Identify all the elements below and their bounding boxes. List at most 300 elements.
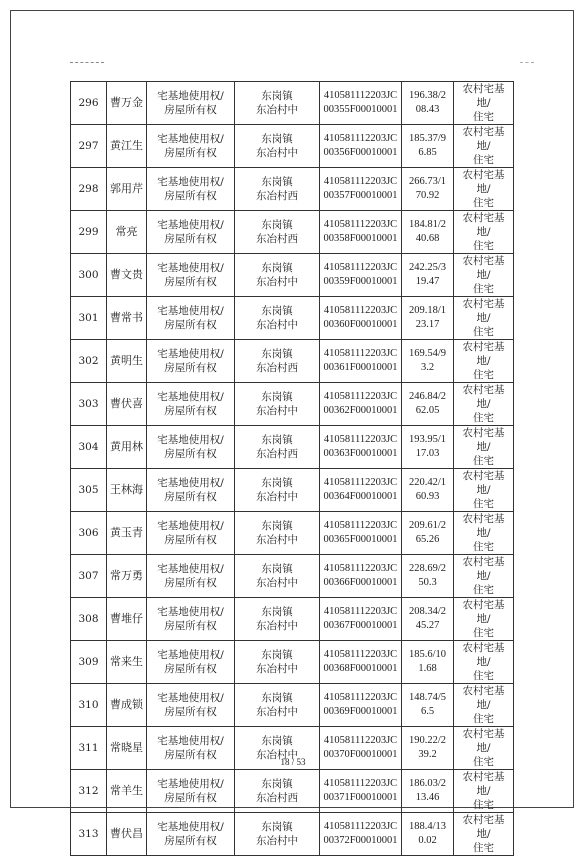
right-type-cell (147, 555, 235, 598)
land-use-cell (454, 340, 514, 383)
land-use-text: 农村宅基地/ (462, 771, 505, 797)
table-row (71, 297, 514, 340)
location-cell (235, 813, 320, 856)
area-text: 209.18/1 (408, 305, 447, 316)
area-text: 193.95/1 (408, 434, 447, 445)
area-text: 6.5 (420, 706, 435, 717)
parcel-code-cell (320, 254, 402, 297)
land-use-cell (454, 598, 514, 641)
row-number-cell (71, 82, 107, 125)
location-text: 东冶村中 (256, 104, 298, 116)
right-type-text: 宅基地使用权/ (157, 649, 224, 661)
land-use-text: 住宅 (473, 670, 494, 682)
parcel-code-cell (320, 340, 402, 383)
area-cell (402, 684, 454, 727)
row-number-cell (71, 340, 107, 383)
right-type-cell (147, 82, 235, 125)
location-text: 东冶村中 (256, 319, 298, 331)
location-text: 东岗镇 (261, 606, 293, 618)
parcel-code-text: 00368F00010001 (323, 663, 398, 674)
land-use-cell (454, 168, 514, 211)
row-number-text: 305 (78, 484, 99, 496)
location-text: 东冶村中 (256, 749, 298, 761)
right-type-cell (147, 512, 235, 555)
right-type-cell (147, 297, 235, 340)
owner-name-text: 黄用林 (110, 440, 143, 453)
owner-name-cell (107, 555, 147, 598)
table-row (71, 555, 514, 598)
owner-name-text: 常晓星 (110, 741, 143, 754)
land-use-text: 住宅 (473, 111, 494, 123)
land-use-text: 农村宅基地/ (462, 728, 505, 754)
area-text: 62.05 (415, 405, 440, 416)
right-type-text: 宅基地使用权/ (157, 563, 224, 575)
location-text: 东冶村中 (256, 835, 298, 847)
location-cell (235, 641, 320, 684)
right-type-cell (147, 598, 235, 641)
location-cell (235, 82, 320, 125)
row-number-text: 313 (78, 828, 99, 840)
owner-name-text: 曹成锁 (110, 698, 143, 711)
right-type-text: 房屋所有权 (164, 577, 217, 589)
location-text: 东岗镇 (261, 735, 293, 747)
land-use-text: 农村宅基地/ (462, 341, 505, 367)
parcel-code-text: 410581112203JC (323, 778, 398, 789)
parcel-code-text: 00361F00010001 (323, 362, 398, 373)
location-cell (235, 555, 320, 598)
land-use-cell (454, 469, 514, 512)
location-text: 东冶村西 (256, 448, 298, 460)
row-number-text: 301 (78, 312, 99, 324)
table-body (71, 82, 514, 856)
land-use-cell (454, 125, 514, 168)
location-text: 东冶村西 (256, 190, 298, 202)
location-cell (235, 168, 320, 211)
area-text: 50.3 (418, 577, 437, 588)
area-text: 1.68 (418, 663, 437, 674)
owner-name-cell (107, 426, 147, 469)
area-cell (402, 82, 454, 125)
location-text: 东岗镇 (261, 219, 293, 231)
row-number-text: 309 (78, 656, 99, 668)
location-text: 东岗镇 (261, 391, 293, 403)
land-use-text: 农村宅基地/ (462, 685, 505, 711)
row-number-cell (71, 383, 107, 426)
parcel-code-text: 410581112203JC (323, 477, 398, 488)
owner-name-cell (107, 770, 147, 813)
area-text: 23.17 (415, 319, 440, 330)
parcel-code-text: 00372F00010001 (323, 835, 398, 846)
area-cell (402, 555, 454, 598)
right-type-text: 宅基地使用权/ (157, 477, 224, 489)
row-number-text: 311 (78, 742, 99, 754)
parcel-code-cell (320, 684, 402, 727)
location-text: 东冶村中 (256, 534, 298, 546)
table-row (71, 770, 514, 813)
land-use-text: 农村宅基地/ (462, 83, 505, 109)
land-use-text: 住宅 (473, 627, 494, 639)
right-type-text: 房屋所有权 (164, 706, 217, 718)
right-type-text: 宅基地使用权/ (157, 778, 224, 790)
row-number-cell (71, 125, 107, 168)
right-type-text: 房屋所有权 (164, 233, 217, 245)
parcel-code-text: 00358F00010001 (323, 233, 398, 244)
row-number-cell (71, 641, 107, 684)
parcel-code-text: 410581112203JC (323, 219, 398, 230)
table-row (71, 254, 514, 297)
right-type-cell (147, 426, 235, 469)
area-cell (402, 512, 454, 555)
row-number-cell (71, 555, 107, 598)
parcel-code-text: 410581112203JC (323, 176, 398, 187)
right-type-text: 宅基地使用权/ (157, 735, 224, 747)
right-type-cell (147, 813, 235, 856)
owner-name-cell (107, 813, 147, 856)
parcel-code-text: 410581112203JC (323, 391, 398, 402)
parcel-code-text: 00371F00010001 (323, 792, 398, 803)
parcel-code-text: 00357F00010001 (323, 190, 398, 201)
land-use-text: 农村宅基地/ (462, 255, 505, 281)
land-use-text: 住宅 (473, 326, 494, 338)
land-use-text: 农村宅基地/ (462, 642, 505, 668)
row-number-text: 312 (78, 785, 99, 797)
row-number-cell (71, 211, 107, 254)
row-number-cell (71, 469, 107, 512)
owner-name-text: 黄玉青 (110, 526, 143, 539)
owner-name-cell (107, 469, 147, 512)
table-row (71, 512, 514, 555)
land-use-cell (454, 684, 514, 727)
location-cell (235, 211, 320, 254)
land-use-text: 住宅 (473, 283, 494, 295)
location-text: 东冶村中 (256, 663, 298, 675)
location-text: 东岗镇 (261, 133, 293, 145)
parcel-code-cell (320, 598, 402, 641)
land-use-cell (454, 254, 514, 297)
right-type-text: 房屋所有权 (164, 792, 217, 804)
location-cell (235, 426, 320, 469)
scan-artifact (520, 62, 534, 65)
owner-name-cell (107, 125, 147, 168)
land-use-text: 住宅 (473, 842, 494, 854)
page-number: 18 / 53 (280, 757, 306, 767)
owner-name-text: 王林海 (110, 483, 143, 496)
right-type-text: 房屋所有权 (164, 448, 217, 460)
table-row (71, 211, 514, 254)
parcel-code-text: 410581112203JC (323, 606, 398, 617)
right-type-cell (147, 684, 235, 727)
right-type-text: 宅基地使用权/ (157, 90, 224, 102)
parcel-code-cell (320, 555, 402, 598)
parcel-code-cell (320, 641, 402, 684)
location-text: 东岗镇 (261, 434, 293, 446)
location-text: 东冶村中 (256, 706, 298, 718)
right-type-text: 房屋所有权 (164, 663, 217, 675)
parcel-code-text: 410581112203JC (323, 434, 398, 445)
area-text: 196.38/2 (408, 90, 447, 101)
area-text: 148.74/5 (408, 692, 447, 703)
area-cell (402, 813, 454, 856)
land-use-text: 住宅 (473, 498, 494, 510)
land-use-cell (454, 297, 514, 340)
row-number-text: 308 (78, 613, 99, 625)
land-use-cell (454, 426, 514, 469)
owner-name-cell (107, 297, 147, 340)
land-use-cell (454, 82, 514, 125)
parcel-code-text: 410581112203JC (323, 348, 398, 359)
location-text: 东冶村中 (256, 405, 298, 417)
land-use-text: 住宅 (473, 713, 494, 725)
owner-name-cell (107, 512, 147, 555)
area-text: 220.42/1 (408, 477, 447, 488)
row-number-cell (71, 254, 107, 297)
right-type-text: 房屋所有权 (164, 319, 217, 331)
right-type-text: 宅基地使用权/ (157, 348, 224, 360)
location-cell (235, 340, 320, 383)
row-number-text: 306 (78, 527, 99, 539)
area-cell (402, 297, 454, 340)
land-use-text: 住宅 (473, 455, 494, 467)
area-text: 6.85 (418, 147, 437, 158)
table-row (71, 598, 514, 641)
table-row (71, 426, 514, 469)
right-type-text: 房屋所有权 (164, 491, 217, 503)
parcel-code-text: 410581112203JC (323, 735, 398, 746)
land-use-cell (454, 512, 514, 555)
right-type-text: 宅基地使用权/ (157, 606, 224, 618)
row-number-text: 304 (78, 441, 99, 453)
area-cell (402, 383, 454, 426)
parcel-code-cell (320, 168, 402, 211)
parcel-code-text: 410581112203JC (323, 305, 398, 316)
parcel-code-cell (320, 469, 402, 512)
parcel-code-text: 00359F00010001 (323, 276, 398, 287)
area-text: 185.6/10 (408, 649, 447, 660)
land-use-cell (454, 211, 514, 254)
parcel-code-text: 410581112203JC (323, 692, 398, 703)
land-use-text: 农村宅基地/ (462, 556, 505, 582)
table-row (71, 383, 514, 426)
owner-name-text: 黄明生 (110, 354, 143, 367)
location-cell (235, 598, 320, 641)
right-type-cell (147, 770, 235, 813)
area-text: 242.25/3 (408, 262, 447, 273)
parcel-code-cell (320, 297, 402, 340)
row-number-text: 307 (78, 570, 99, 582)
land-use-text: 农村宅基地/ (462, 599, 505, 625)
right-type-cell (147, 641, 235, 684)
land-use-text: 农村宅基地/ (462, 814, 505, 840)
right-type-text: 宅基地使用权/ (157, 262, 224, 274)
right-type-text: 房屋所有权 (164, 405, 217, 417)
parcel-code-text: 00363F00010001 (323, 448, 398, 459)
right-type-text: 房屋所有权 (164, 534, 217, 546)
row-number-text: 302 (78, 355, 99, 367)
row-number-cell (71, 684, 107, 727)
right-type-text: 宅基地使用权/ (157, 133, 224, 145)
location-text: 东冶村中 (256, 147, 298, 159)
owner-name-cell (107, 641, 147, 684)
area-text: 17.03 (415, 448, 440, 459)
parcel-code-cell (320, 426, 402, 469)
parcel-code-text: 410581112203JC (323, 821, 398, 832)
owner-name-text: 常羊生 (110, 784, 143, 797)
owner-name-text: 曹万金 (110, 96, 143, 109)
right-type-text: 宅基地使用权/ (157, 821, 224, 833)
land-use-text: 住宅 (473, 197, 494, 209)
owner-name-text: 常来生 (110, 655, 143, 668)
right-type-text: 宅基地使用权/ (157, 176, 224, 188)
land-use-text: 农村宅基地/ (462, 298, 505, 324)
parcel-code-cell (320, 383, 402, 426)
land-use-text: 农村宅基地/ (462, 169, 505, 195)
location-text: 东岗镇 (261, 90, 293, 102)
land-use-cell (454, 641, 514, 684)
owner-name-text: 曹伏昌 (110, 827, 143, 840)
area-text: 40.68 (415, 233, 440, 244)
parcel-code-text: 410581112203JC (323, 262, 398, 273)
parcel-code-text: 00369F00010001 (323, 706, 398, 717)
area-text: 186.03/2 (408, 778, 447, 789)
parcel-code-text: 00365F00010001 (323, 534, 398, 545)
parcel-code-cell (320, 211, 402, 254)
location-text: 东岗镇 (261, 348, 293, 360)
area-text: 190.22/2 (408, 735, 447, 746)
location-text: 东冶村中 (256, 491, 298, 503)
owner-name-text: 常亮 (115, 225, 138, 238)
row-number-text: 303 (78, 398, 99, 410)
row-number-text: 297 (78, 140, 99, 152)
area-cell (402, 770, 454, 813)
parcel-code-text: 410581112203JC (323, 133, 398, 144)
parcel-code-text: 00356F00010001 (323, 147, 398, 158)
parcel-code-text: 00370F00010001 (323, 749, 398, 760)
area-text: 45.27 (415, 620, 440, 631)
row-number-cell (71, 426, 107, 469)
land-use-text: 农村宅基地/ (462, 212, 505, 238)
right-type-text: 宅基地使用权/ (157, 219, 224, 231)
area-text: 08.43 (415, 104, 440, 115)
parcel-code-cell (320, 770, 402, 813)
table-row (71, 641, 514, 684)
land-use-text: 住宅 (473, 756, 494, 768)
right-type-cell (147, 254, 235, 297)
area-text: 3.2 (420, 362, 435, 373)
location-cell (235, 297, 320, 340)
right-type-text: 房屋所有权 (164, 620, 217, 632)
land-use-text: 农村宅基地/ (462, 470, 505, 496)
right-type-text: 宅基地使用权/ (157, 305, 224, 317)
scan-artifact (70, 62, 104, 65)
right-type-cell (147, 168, 235, 211)
right-type-text: 宅基地使用权/ (157, 391, 224, 403)
row-number-cell (71, 770, 107, 813)
land-use-text: 住宅 (473, 412, 494, 424)
right-type-text: 房屋所有权 (164, 835, 217, 847)
area-text: 13.46 (415, 792, 440, 803)
area-cell (402, 469, 454, 512)
parcel-code-text: 00362F00010001 (323, 405, 398, 416)
right-type-cell (147, 469, 235, 512)
location-text: 东岗镇 (261, 262, 293, 274)
location-cell (235, 383, 320, 426)
table-row (71, 82, 514, 125)
row-number-text: 296 (78, 97, 99, 109)
area-text: 60.93 (415, 491, 440, 502)
parcel-code-text: 410581112203JC (323, 90, 398, 101)
land-use-cell (454, 383, 514, 426)
parcel-code-text: 00367F00010001 (323, 620, 398, 631)
right-type-text: 房屋所有权 (164, 276, 217, 288)
area-cell (402, 254, 454, 297)
land-use-text: 住宅 (473, 799, 494, 811)
owner-name-cell (107, 684, 147, 727)
location-text: 东岗镇 (261, 305, 293, 317)
location-cell (235, 770, 320, 813)
location-cell (235, 125, 320, 168)
right-type-cell (147, 125, 235, 168)
land-use-text: 住宅 (473, 369, 494, 381)
location-cell (235, 684, 320, 727)
land-use-text: 住宅 (473, 154, 494, 166)
table-row (71, 684, 514, 727)
right-type-text: 房屋所有权 (164, 362, 217, 374)
land-use-text: 住宅 (473, 240, 494, 252)
parcel-code-text: 00360F00010001 (323, 319, 398, 330)
land-use-text: 农村宅基地/ (462, 513, 505, 539)
owner-name-cell (107, 211, 147, 254)
table-row (71, 469, 514, 512)
owner-name-text: 郭用芹 (110, 182, 143, 195)
table-row (71, 340, 514, 383)
right-type-cell (147, 383, 235, 426)
registry-table (70, 81, 514, 856)
land-use-cell (454, 770, 514, 813)
parcel-code-cell (320, 512, 402, 555)
land-use-text: 住宅 (473, 541, 494, 553)
right-type-text: 房屋所有权 (164, 190, 217, 202)
right-type-text: 房屋所有权 (164, 749, 217, 761)
area-text: 208.34/2 (408, 606, 447, 617)
owner-name-text: 黄江生 (110, 139, 143, 152)
area-text: 184.81/2 (408, 219, 447, 230)
area-cell (402, 125, 454, 168)
area-text: 246.84/2 (408, 391, 447, 402)
owner-name-cell (107, 168, 147, 211)
right-type-text: 房屋所有权 (164, 147, 217, 159)
owner-name-text: 常万勇 (110, 569, 143, 582)
land-use-text: 农村宅基地/ (462, 384, 505, 410)
owner-name-text: 曹文贵 (110, 268, 143, 281)
area-text: 228.69/2 (408, 563, 447, 574)
row-number-cell (71, 297, 107, 340)
land-use-text: 农村宅基地/ (462, 126, 505, 152)
parcel-code-text: 00355F00010001 (323, 104, 398, 115)
parcel-code-text: 410581112203JC (323, 563, 398, 574)
area-cell (402, 168, 454, 211)
location-text: 东岗镇 (261, 176, 293, 188)
location-text: 东岗镇 (261, 520, 293, 532)
location-text: 东冶村西 (256, 362, 298, 374)
area-text: 0.02 (418, 835, 437, 846)
owner-name-cell (107, 82, 147, 125)
area-cell (402, 340, 454, 383)
land-use-text: 住宅 (473, 584, 494, 596)
area-text: 70.92 (415, 190, 440, 201)
area-cell (402, 211, 454, 254)
owner-name-text: 曹常书 (110, 311, 143, 324)
location-text: 东岗镇 (261, 477, 293, 489)
